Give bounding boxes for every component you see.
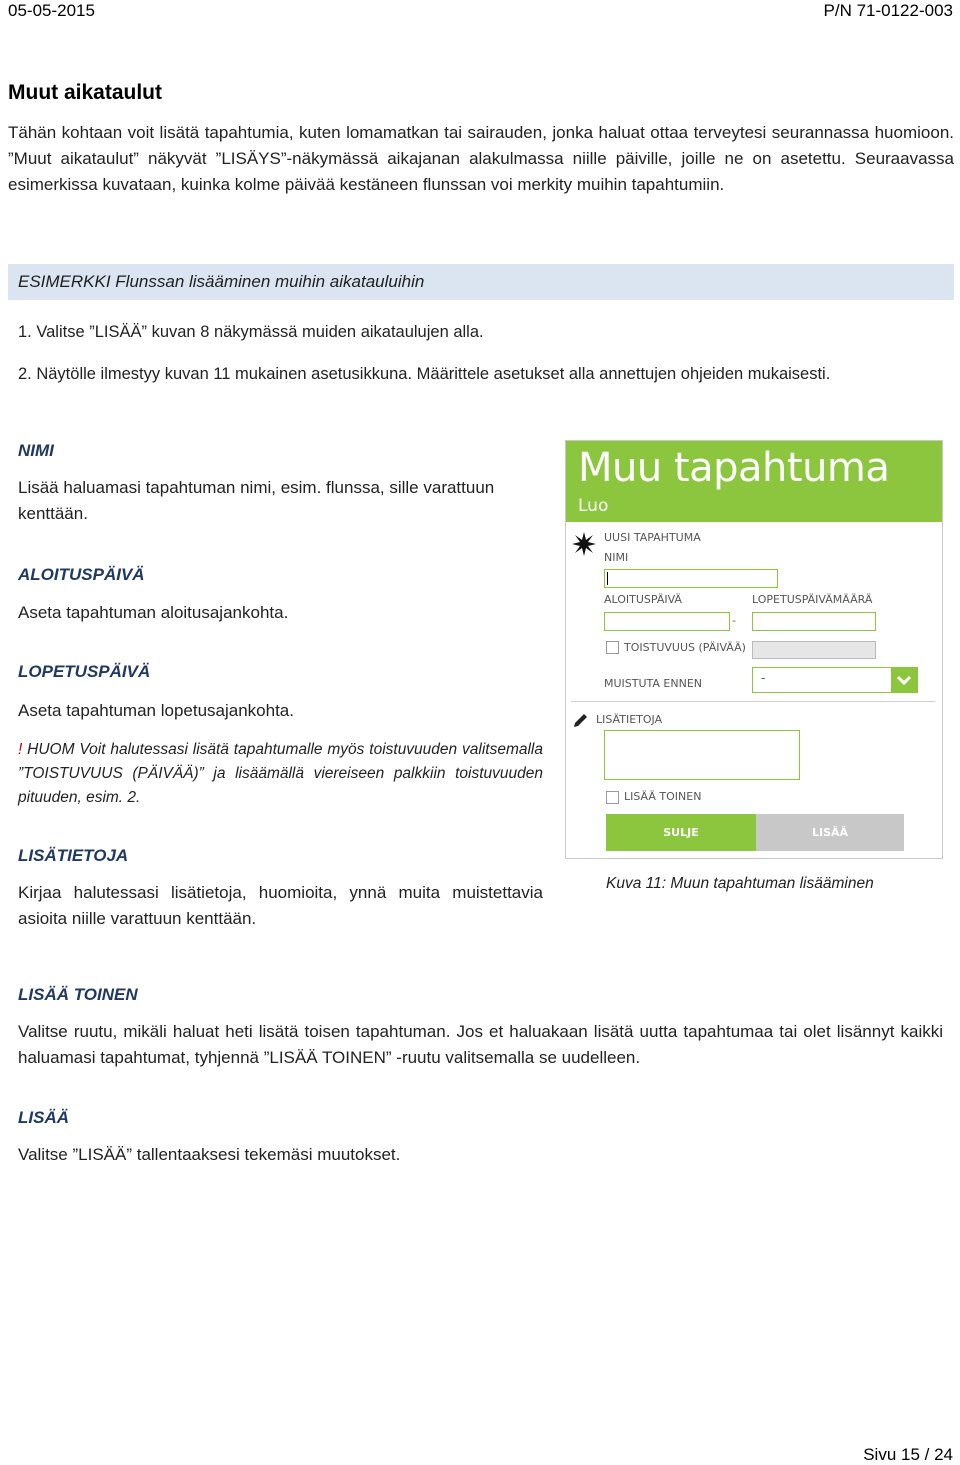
chevron-down-icon[interactable] — [891, 668, 917, 692]
divider — [571, 701, 935, 702]
info-textarea[interactable] — [604, 730, 800, 780]
header-date: 05-05-2015 — [8, 1, 95, 20]
close-button[interactable]: SULJE — [606, 814, 756, 851]
section-lisatietoja-text: Kirjaa halutessasi lisätietoja, huomioita, ynnä muita muistettavia asioita niille varattuun kenttään. — [18, 883, 543, 928]
section-lisaa-toinen-heading: LISÄÄ TOINEN — [18, 985, 138, 1004]
text-cursor — [607, 572, 608, 585]
new-event-star-icon — [571, 531, 597, 557]
example-banner — [8, 264, 954, 300]
name-label: NIMI — [604, 551, 629, 564]
date-range-dash: - — [732, 614, 736, 627]
remind-select[interactable] — [752, 667, 918, 693]
section-lopetus-heading: LOPETUSPÄIVÄ — [18, 662, 151, 681]
repeat-label: TOISTUVUUS (PÄIVÄÄ) — [624, 641, 746, 654]
new-event-label: UUSI TAPAHTUMA — [604, 531, 701, 544]
repeat-days-field[interactable] — [752, 641, 876, 659]
start-date-label: ALOITUSPÄIVÄ — [604, 593, 682, 606]
note-exclamation: ! — [18, 741, 23, 758]
page-title: Muut aikataulut — [8, 81, 163, 104]
section-nimi-heading: NIMI — [18, 441, 54, 460]
page-number: Sivu 15 / 24 — [863, 1445, 953, 1464]
repeat-checkbox[interactable] — [606, 641, 619, 654]
dialog-header — [566, 441, 942, 522]
note-paragraph — [18, 738, 543, 810]
intro-paragraph: Tähän kohtaan voit lisätä tapahtumia, kuten lomamatkan tai sairauden, jonka haluat ottaa terveytesi seurannassa huomioon. ”Muut aikataulut” näkyvät ”LISÄYS”-näkymässä aikajanan alakulmassa niille päiville, joille ne on asetettu. Seuraavassa esimerkissa kuvataan, kuinka kolme päivää kestäneen flunssan voi merkity muihin tapahtumiin. — [8, 123, 954, 194]
section-aloitus-heading: ALOITUSPÄIVÄ — [18, 565, 145, 584]
section-lisaa-toinen-text: Valitse ruutu, mikäli haluat heti lisätä toisen tapahtuman. Jos et haluakaan lisätä uutta tapahtumaa tai olet lisännyt kaikki haluamasi tapahtumat, tyhjennä ”LISÄÄ TOINEN” -ruutu valitsemalla se uudelleen. — [18, 1022, 943, 1067]
end-date-label: LOPETUSPÄIVÄMÄÄRÄ — [752, 593, 873, 606]
end-date-field[interactable] — [752, 612, 876, 631]
section-aloitus-text: Aseta tapahtuman aloitusajankohta. — [18, 603, 289, 622]
section-lisatietoja-heading: LISÄTIETOJA — [18, 846, 129, 865]
info-label: LISÄTIETOJA — [596, 713, 663, 726]
header-part-number: P/N 71-0122-003 — [823, 1, 953, 20]
step-1: 1. Valitse ”LISÄÄ” kuvan 8 näkymässä muiden aikataulujen alla. — [18, 323, 484, 341]
remind-select-value: - — [761, 671, 766, 685]
example-title: ESIMERKKI Flunssan lisääminen muihin aikatauluihin — [18, 272, 425, 291]
add-button[interactable]: LISÄÄ — [756, 814, 904, 851]
pencil-icon — [572, 710, 590, 728]
section-nimi-text: Lisää haluamasi tapahtuman nimi, esim. flunssa, sille varattuun kenttään. — [18, 478, 495, 523]
dialog-subtitle: Luo — [578, 496, 609, 516]
section-lopetus-text: Aseta tapahtuman lopetusajankohta. — [18, 701, 294, 720]
start-date-field[interactable] — [604, 612, 730, 631]
section-lisaa-text: Valitse ”LISÄÄ” tallentaaksesi tekemäsi muutokset. — [18, 1145, 401, 1164]
step-2: 2. Näytölle ilmestyy kuvan 11 mukainen asetusikkuna. Määrittele asetukset alla annettujen ohjeiden mukaisesti. — [18, 365, 831, 383]
note-text: HUOM Voit halutessasi lisätä tapahtumalle myös toistuvuuden valitsemalla ”TOISTUVUUS (PÄIVÄÄ)” ja lisäämällä viereiseen palkkiin toistuvuuden pituuden, esim. 2. — [18, 741, 543, 806]
add-another-checkbox[interactable] — [606, 791, 619, 804]
name-field[interactable] — [604, 569, 778, 588]
event-dialog-screenshot — [565, 440, 943, 859]
section-lisaa-heading: LISÄÄ — [18, 1108, 69, 1127]
dialog-title: Muu tapahtuma — [578, 445, 890, 491]
remind-label: MUISTUTA ENNEN — [604, 677, 703, 690]
add-another-label: LISÄÄ TOINEN — [624, 790, 702, 803]
figure-caption: Kuva 11: Muun tapahtuman lisääminen — [606, 875, 874, 892]
